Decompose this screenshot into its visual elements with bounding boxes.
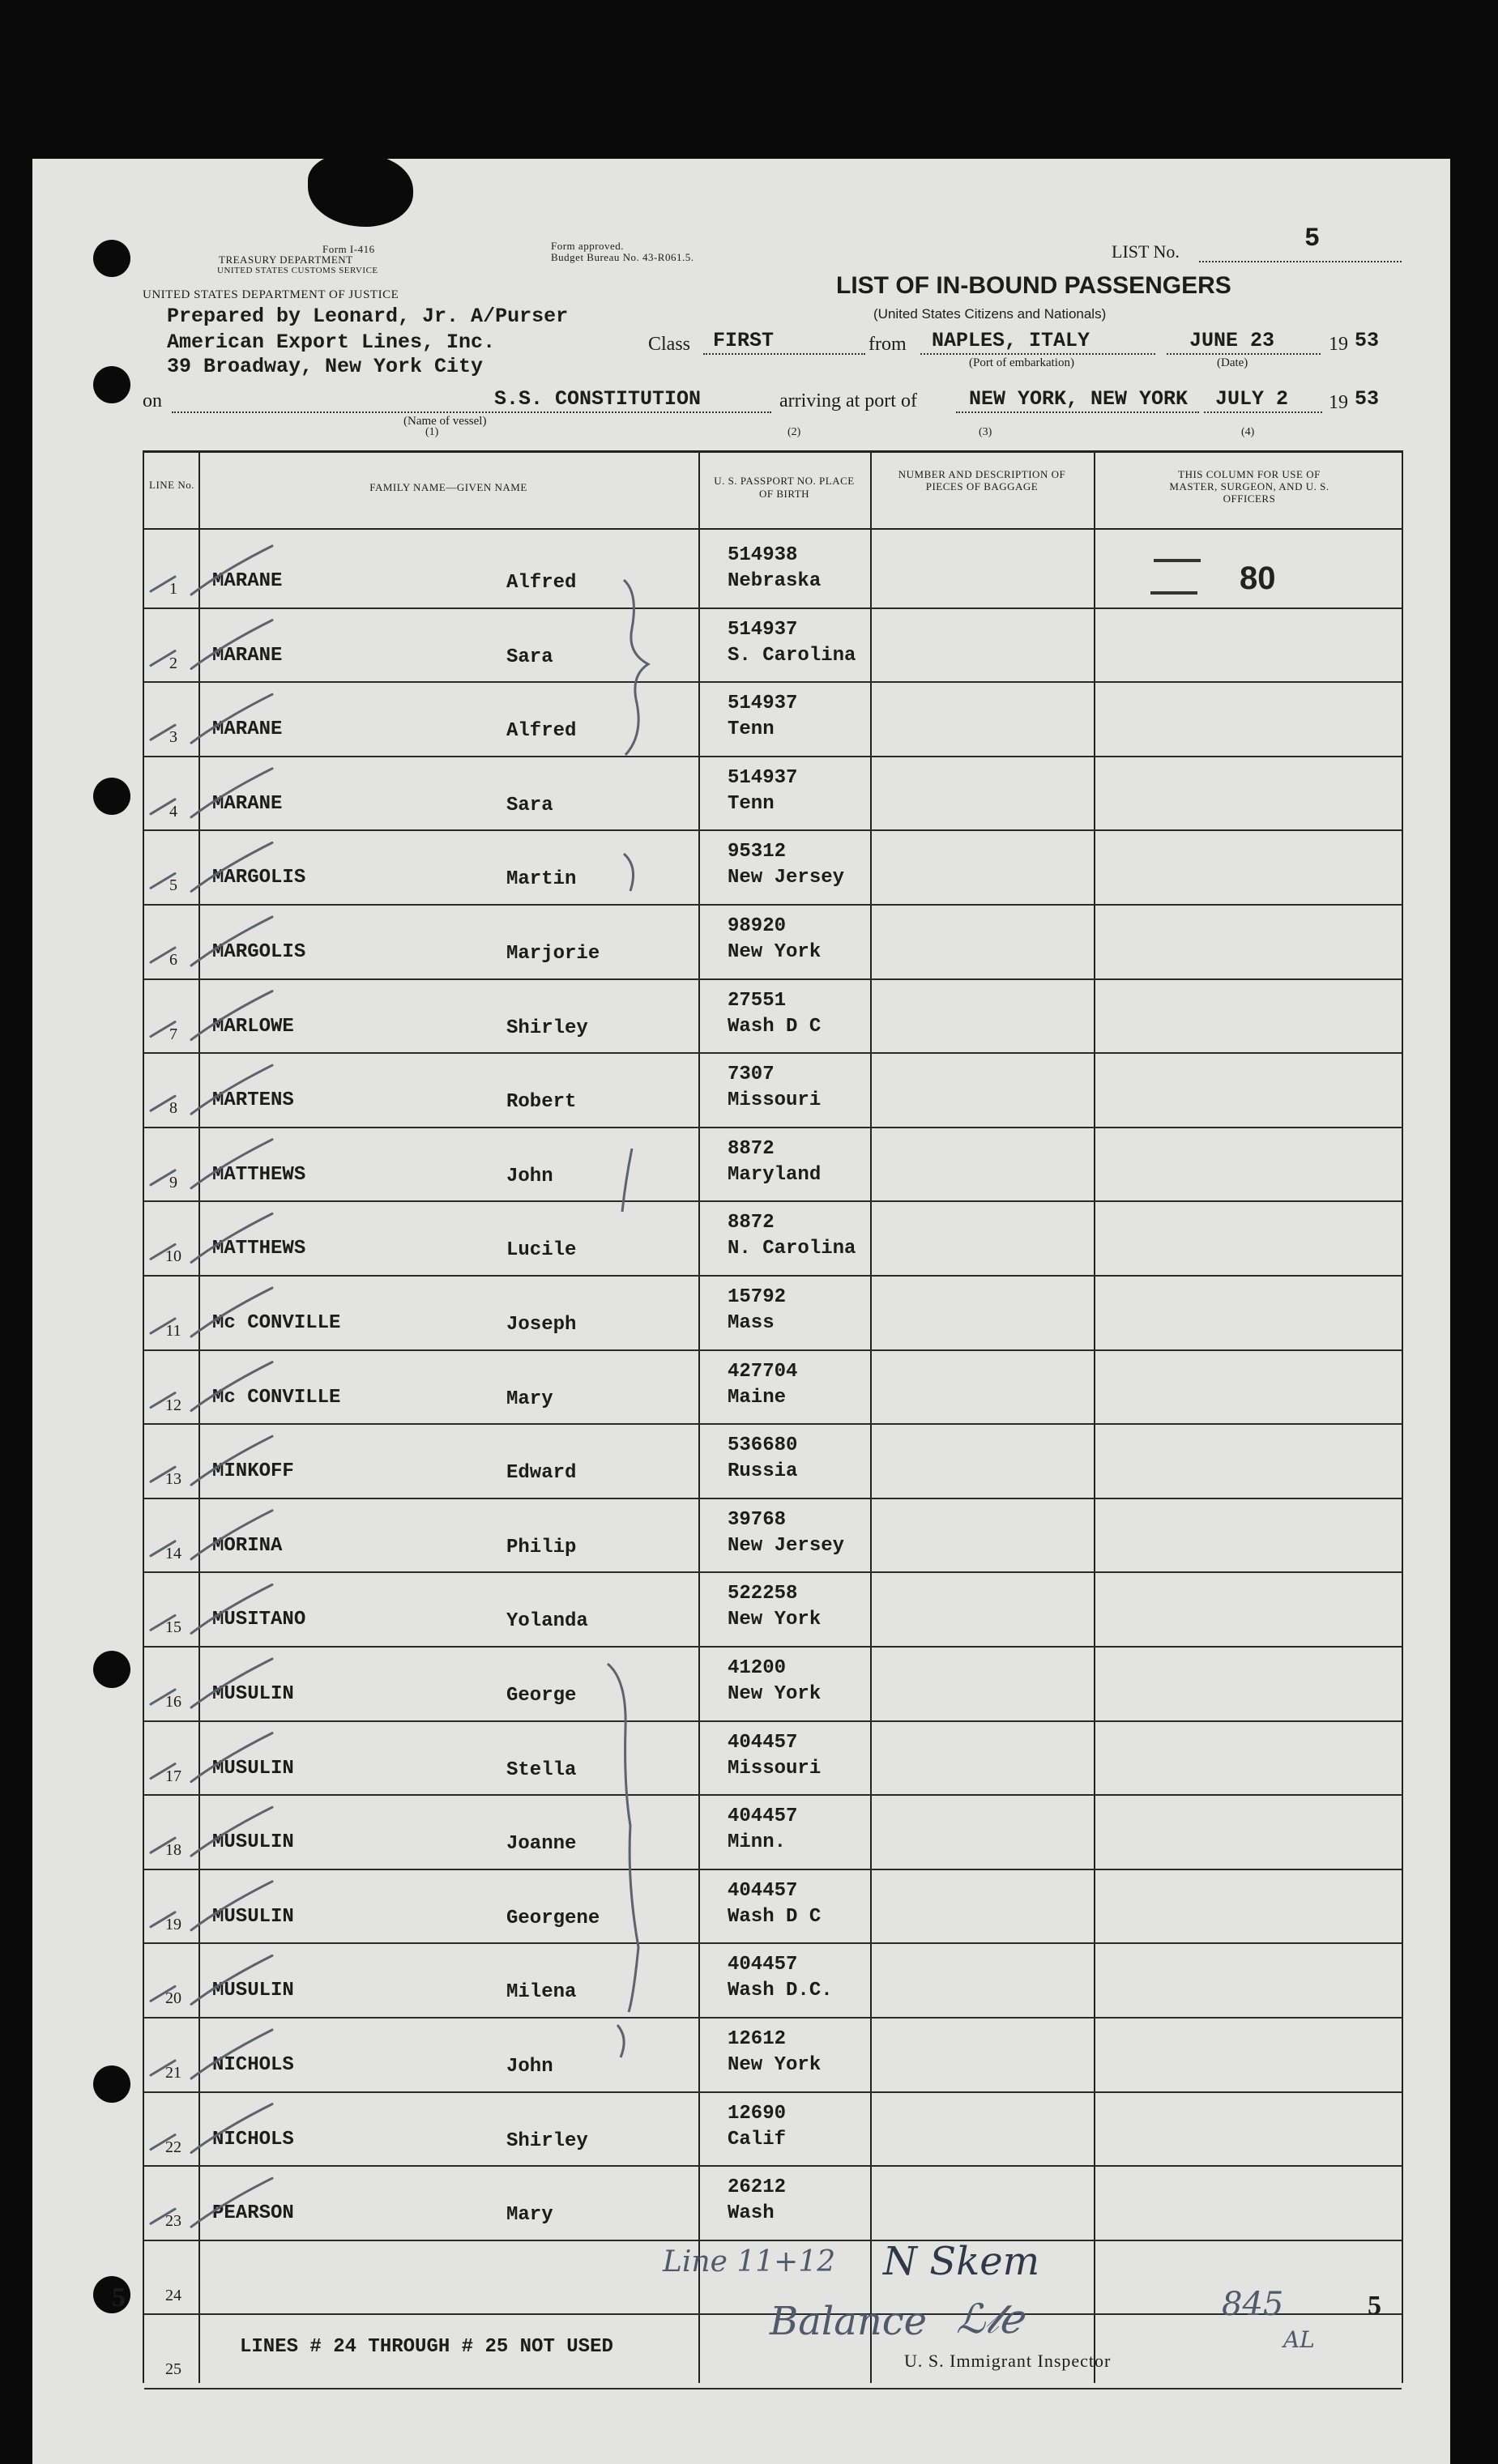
family-name: MINKOFF	[212, 1460, 294, 1482]
passport-number: 404457	[728, 1954, 798, 1976]
place-of-birth: Tenn	[728, 718, 775, 740]
passport-number: 427704	[728, 1361, 798, 1383]
check-mark	[151, 694, 272, 743]
given-name: Sara	[506, 795, 553, 816]
given-name: Mary	[506, 1388, 553, 1410]
port-caption: (Port of embarkation)	[969, 356, 1074, 369]
place-of-birth: Calif	[728, 2129, 787, 2151]
line-number: 19	[165, 1916, 181, 1933]
check-mark	[151, 1213, 272, 1262]
family-name: MORINA	[212, 1535, 283, 1557]
budget-bureau: Budget Bureau No. 43-R061.5.	[551, 251, 694, 263]
family-name: Mc CONVILLE	[212, 1387, 341, 1409]
column-index: (4)	[1241, 426, 1255, 438]
check-mark	[151, 2030, 272, 2078]
passport-number: 27551	[728, 990, 787, 1012]
family-name: MARTENS	[212, 1089, 294, 1111]
passport-number: 8872	[728, 1138, 775, 1160]
place-of-birth: Wash D C	[728, 1016, 822, 1038]
line-number: 6	[169, 951, 177, 969]
embarkation-port: NAPLES, ITALY	[932, 329, 1090, 352]
place-of-birth: Missouri	[728, 1089, 822, 1111]
department-of-justice: UNITED STATES DEPARTMENT OF JUSTICE	[143, 288, 399, 301]
place-of-birth: Wash	[728, 2202, 775, 2224]
passport-number: 12612	[728, 2028, 787, 2050]
check-mark	[151, 1362, 272, 1411]
family-name: MATTHEWS	[212, 1238, 306, 1260]
check-mark	[151, 1288, 272, 1336]
vessel-caption: (Name of vessel)	[403, 415, 487, 428]
check-mark	[151, 1807, 272, 1856]
place-of-birth: Wash D C	[728, 1906, 822, 1928]
class-value: FIRST	[713, 329, 775, 352]
line-number: 3	[169, 728, 177, 746]
place-of-birth: Maryland	[728, 1164, 822, 1186]
column-header-line: LINE No.	[149, 479, 194, 491]
family-name: MARGOLIS	[212, 867, 306, 889]
line-number: 14	[165, 1545, 181, 1562]
year-label: 19	[1329, 334, 1348, 355]
tick-mark	[617, 2025, 624, 2057]
place-of-birth: New York	[728, 2054, 822, 2076]
given-name: Shirley	[506, 2130, 588, 2152]
family-name: MATTHEWS	[212, 1164, 306, 1186]
passport-number: 404457	[728, 1805, 798, 1827]
passport-number: 98920	[728, 915, 787, 937]
line-number: 24	[165, 2287, 181, 2304]
family-name: MARGOLIS	[212, 941, 306, 963]
list-number: 5	[1304, 224, 1321, 254]
passport-number: 39768	[728, 1509, 787, 1531]
line-number: 5	[169, 876, 177, 894]
arriving-label: arriving at port of	[779, 390, 917, 411]
given-name: Robert	[506, 1091, 577, 1113]
check-mark	[151, 991, 272, 1040]
unused-lines-note: LINES # 24 THROUGH # 25 NOT USED	[240, 2336, 613, 2358]
handwritten-balance: Balance	[770, 2299, 928, 2344]
place-of-birth: New York	[728, 1609, 822, 1631]
line-number: 10	[165, 1247, 181, 1265]
check-mark	[151, 1584, 272, 1633]
passport-number: 522258	[728, 1583, 798, 1605]
check-mark	[151, 1733, 272, 1782]
line-number: 22	[165, 2138, 181, 2156]
line-number: 1	[169, 580, 177, 598]
tick-mark	[624, 854, 634, 891]
check-mark	[151, 1955, 272, 2004]
page-title: LIST OF IN-BOUND PASSENGERS	[836, 272, 1231, 299]
handwritten-time: 845	[1222, 2286, 1284, 2323]
check-mark	[151, 769, 272, 817]
passport-number: 7307	[728, 1064, 775, 1085]
handwritten-time-sub: AL	[1283, 2326, 1315, 2353]
passport-number: 514938	[728, 544, 798, 566]
passport-number: 404457	[728, 1732, 798, 1754]
given-name: Lucile	[506, 1239, 577, 1261]
check-mark	[151, 2178, 272, 2227]
given-name: Alfred	[506, 720, 577, 742]
vessel-name: S.S. CONSTITUTION	[494, 387, 702, 411]
given-name: Milena	[506, 1981, 577, 2003]
given-name: John	[506, 2056, 553, 2078]
department: TREASURY DEPARTMENT	[219, 254, 353, 266]
given-name: Yolanda	[506, 1610, 588, 1632]
class-label: Class	[648, 334, 691, 355]
given-name: Georgene	[506, 1908, 600, 1929]
tick-mark	[622, 1149, 632, 1212]
passport-number: 8872	[728, 1212, 775, 1234]
line-number: 16	[165, 1693, 181, 1711]
place-of-birth: Mass	[728, 1312, 775, 1334]
place-of-birth: Maine	[728, 1387, 787, 1409]
passport-number: 404457	[728, 1880, 798, 1902]
margin-number-left: 5	[112, 2283, 126, 2313]
place-of-birth: Wash D.C.	[728, 1980, 833, 2001]
given-name: Mary	[506, 2204, 553, 2226]
check-mark	[151, 2104, 272, 2153]
family-name: PEARSON	[212, 2202, 294, 2224]
column-header-officers: THIS COLUMN FOR USE OF MASTER, SURGEON, AND U. S. OFFICERS	[1169, 468, 1329, 505]
line-number: 11	[165, 1322, 181, 1340]
officer-count: 80	[1240, 561, 1276, 596]
margin-number-right: 5	[1368, 2291, 1381, 2321]
line-number: 18	[165, 1841, 181, 1859]
place-of-birth: Russia	[728, 1460, 798, 1482]
passport-number: 15792	[728, 1286, 787, 1308]
family-name: NICHOLS	[212, 2054, 294, 2076]
inspector-label: U. S. Immigrant Inspector	[904, 2351, 1112, 2371]
handwritten-initials: N Skem	[883, 2239, 1040, 2284]
line-number: 15	[165, 1618, 181, 1636]
family-name: MUSULIN	[212, 1831, 294, 1853]
check-mark	[151, 1065, 272, 1114]
column-header-passport: U. S. PASSPORT NO. PLACE OF BIRTH	[714, 475, 855, 500]
bracket-mark	[608, 1664, 638, 2012]
family-name: MARLOWE	[212, 1016, 294, 1038]
line-number: 4	[169, 803, 177, 821]
company-address: 39 Broadway, New York City	[167, 355, 484, 378]
departure-year: 53	[1355, 329, 1380, 352]
column-header-baggage: NUMBER AND DESCRIPTION OF PIECES OF BAGGAGE	[898, 468, 1066, 492]
given-name: Martin	[506, 868, 577, 890]
place-of-birth: New Jersey	[728, 1535, 845, 1557]
check-mark	[151, 1882, 272, 1930]
family-name: NICHOLS	[212, 2129, 294, 2151]
place-of-birth: New Jersey	[728, 867, 845, 889]
check-mark	[151, 620, 272, 669]
column-index: (2)	[787, 426, 801, 438]
given-name: Joanne	[506, 1833, 577, 1855]
given-name: Joseph	[506, 1314, 577, 1336]
from-label: from	[868, 334, 907, 355]
line-number: 13	[165, 1470, 181, 1488]
given-name: Alfred	[506, 572, 577, 594]
family-name: MUSULIN	[212, 1906, 294, 1928]
passport-number: 26212	[728, 2176, 787, 2198]
page-subtitle: (United States Citizens and Nationals)	[873, 306, 1107, 322]
passport-number: 12690	[728, 2103, 787, 2125]
year-label: 19	[1329, 392, 1348, 413]
given-name: Philip	[506, 1537, 577, 1558]
given-name: Edward	[506, 1462, 577, 1484]
check-mark	[151, 1436, 272, 1485]
family-name: MUSULIN	[212, 1758, 294, 1780]
line-number: 12	[165, 1396, 181, 1414]
line-number: 7	[169, 1025, 177, 1043]
family-name: MUSULIN	[212, 1980, 294, 2001]
given-name: Shirley	[506, 1017, 588, 1039]
place-of-birth: Tenn	[728, 793, 775, 815]
place-of-birth: New York	[728, 941, 822, 963]
given-name: Stella	[506, 1759, 577, 1781]
list-label: LIST No.	[1112, 241, 1180, 262]
line-number: 2	[169, 654, 177, 672]
arrival-year: 53	[1355, 387, 1380, 411]
family-name: MARANE	[212, 718, 283, 740]
passport-number: 514937	[728, 619, 798, 641]
line-number: 17	[165, 1767, 181, 1785]
check-mark	[151, 1659, 272, 1707]
family-name: MARANE	[212, 793, 283, 815]
passport-number: 514937	[728, 767, 798, 789]
line-number: 25	[165, 2360, 181, 2378]
check-mark	[151, 1511, 272, 1559]
check-mark	[151, 1140, 272, 1188]
passport-number: 95312	[728, 841, 787, 863]
family-name: MARANE	[212, 570, 283, 592]
date-caption: (Date)	[1217, 356, 1248, 369]
on-label: on	[143, 390, 162, 411]
family-name: MUSITANO	[212, 1609, 306, 1631]
arrival-date: JULY 2	[1215, 387, 1289, 411]
column-index: (3)	[979, 426, 992, 438]
column-index: (1)	[425, 426, 439, 438]
line-number: 21	[165, 2064, 181, 2082]
place-of-birth: Minn.	[728, 1831, 787, 1853]
bracket-mark	[624, 580, 648, 755]
place-of-birth: N. Carolina	[728, 1238, 856, 1260]
given-name: George	[506, 1685, 577, 1707]
line-number: 23	[165, 2212, 181, 2230]
arrival-port: NEW YORK, NEW YORK	[969, 387, 1189, 411]
family-name: MARANE	[212, 645, 283, 667]
place-of-birth: Missouri	[728, 1758, 822, 1780]
line-number: 9	[169, 1174, 177, 1192]
family-name: Mc CONVILLE	[212, 1312, 341, 1334]
passport-number: 41200	[728, 1657, 787, 1679]
given-name: John	[506, 1166, 553, 1187]
check-mark	[151, 917, 272, 966]
place-of-birth: S. Carolina	[728, 645, 856, 667]
family-name: MUSULIN	[212, 1683, 294, 1705]
inspector-signature: ℒ𝓁ℯ	[956, 2296, 1023, 2343]
given-name: Marjorie	[506, 943, 600, 965]
form-approved: Form approved.	[551, 240, 625, 252]
departure-date: JUNE 23	[1189, 329, 1275, 352]
check-mark	[151, 842, 272, 891]
handwritten-line-note: Line 11+12	[663, 2245, 836, 2279]
place-of-birth: Nebraska	[728, 570, 822, 592]
line-number: 20	[165, 1989, 181, 2007]
given-name: Sara	[506, 646, 553, 668]
customs-service: UNITED STATES CUSTOMS SERVICE	[217, 266, 378, 275]
column-header-name: FAMILY NAME—GIVEN NAME	[369, 481, 527, 493]
form-number: Form I-416	[322, 243, 375, 255]
place-of-birth: New York	[728, 1683, 822, 1705]
prepared-by: Prepared by Leonard, Jr. A/Purser	[167, 305, 569, 328]
company-name: American Export Lines, Inc.	[167, 330, 496, 354]
passport-number: 536680	[728, 1434, 798, 1456]
passport-number: 514937	[728, 693, 798, 714]
check-mark	[151, 546, 272, 595]
line-number: 8	[169, 1099, 177, 1117]
